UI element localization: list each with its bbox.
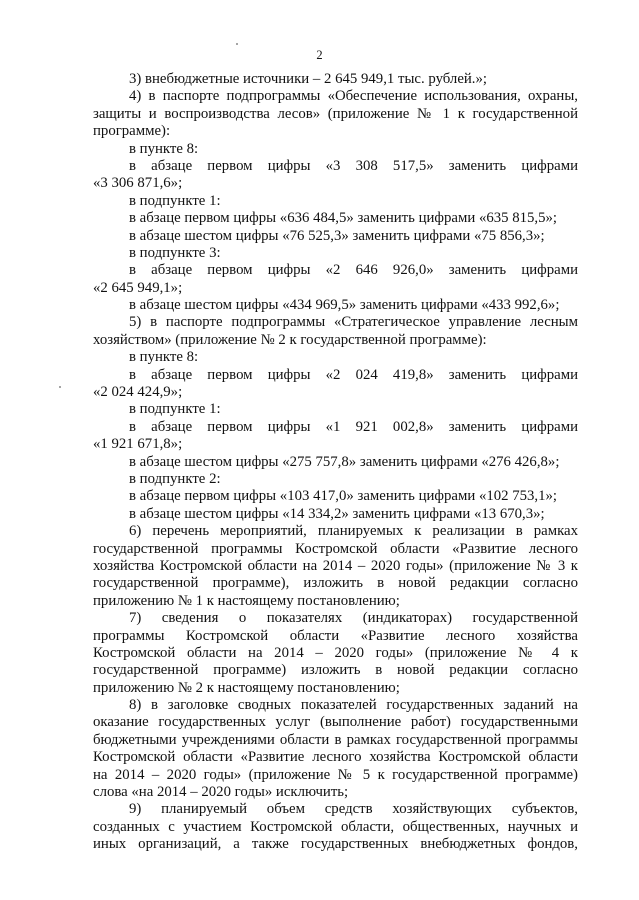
document-line: 4) в паспорте подпрограммы «Обеспечение использования, охраны, [129, 88, 578, 105]
document-line: хозяйством» (приложение № 2 к государственной программе): [93, 331, 487, 348]
document-line: приложению № 2 к настоящему постановлению; [93, 679, 400, 696]
page-number: 2 [316, 48, 323, 62]
document-line: в абзаце шестом цифры «434 969,5» заменить цифрами «433 992,6»; [129, 297, 560, 314]
document-line: «3 306 871,6»; [93, 175, 183, 192]
document-line: «1 921 671,8»; [93, 436, 183, 453]
scan-speck [59, 386, 61, 388]
document-line: государственной программы Костромской области «Развитие лесного [93, 540, 578, 557]
document-line: слова «на 2014 – 2020 годы» исключить; [93, 784, 349, 801]
document-line: в абзаце шестом цифры «275 757,8» заменить цифрами «276 426,8»; [129, 453, 560, 470]
document-line: в подпункте 1: [129, 401, 221, 418]
document-line: в подпункте 3: [129, 244, 221, 261]
document-line: в абзаце первом цифры «1 921 002,8» заменить цифрами [129, 418, 578, 435]
document-line: в подпункте 2: [129, 470, 221, 487]
document-line: в пункте 8: [129, 349, 199, 366]
document-line: на 2014 – 2020 годы» (приложение № 5 к государственной программе) [93, 766, 578, 783]
document-line: «2 645 949,1»; [93, 279, 183, 296]
document-line: «2 024 424,9»; [93, 384, 183, 401]
document-line: Костромской области «Развитие лесного хозяйства Костромской области [93, 749, 578, 766]
document-line: в абзаце шестом цифры «76 525,3» заменить цифрами «75 856,3»; [129, 227, 545, 244]
document-line: бюджетными учреждениями области в рамках государственной программы [93, 731, 578, 748]
document-line: 8) в заголовке сводных показателей государственных заданий на [129, 697, 578, 714]
document-line: в абзаце первом цифры «2 024 419,8» заменить цифрами [129, 366, 578, 383]
document-line: программе): [93, 123, 171, 140]
document-line: 5) в паспорте подпрограммы «Стратегическое управление лесным [129, 314, 578, 331]
document-line: в абзаце первом цифры «103 417,0» заменить цифрами «102 753,1»; [129, 488, 558, 505]
scan-speck [236, 43, 238, 45]
document-line: в абзаце первом цифры «2 646 926,0» заменить цифрами [129, 262, 578, 279]
document-line: хозяйства Костромской области на 2014 – 2020 годы» (приложение № 3 к [93, 557, 578, 574]
document-line: государственной программе), изложить в новой редакции согласно [93, 575, 578, 592]
document-line: в подпункте 1: [129, 192, 221, 209]
document-line: приложению № 1 к настоящему постановлению; [93, 592, 400, 609]
document-line: в абзаце шестом цифры «14 334,2» заменить цифрами «13 670,3»; [129, 505, 545, 522]
document-line: иных организаций, а также государственных внебюджетных фондов, [93, 836, 578, 853]
document-line: 9) планируемый объем средств хозяйствующих субъектов, [129, 801, 578, 818]
document-line: в пункте 8: [129, 140, 199, 157]
document-line: созданных с участием Костромской области, общественных, научных и [93, 818, 578, 835]
document-line: государственной программе) изложить в новой редакции согласно [93, 662, 578, 679]
document-line: защиты и воспроизводства лесов» (приложение № 1 к государственной [93, 105, 578, 122]
document-line: 3) внебюджетные источники – 2 645 949,1 тыс. рублей.»; [129, 71, 488, 87]
document-line: программы Костромской области «Развитие лесного хозяйства [93, 627, 578, 644]
document-line: 6) перечень мероприятий, планируемых к реализации в рамках [129, 523, 578, 540]
document-line: в абзаце первом цифры «3 308 517,5» заменить цифрами [129, 157, 578, 174]
document-body [93, 71, 578, 854]
document-line: оказание государственных услуг (выполнение работ) государственными [93, 714, 578, 731]
document-line: Костромской области на 2014 – 2020 годы» (приложение № 4 к [93, 644, 578, 661]
document-line: 7) сведения о показателях (индикаторах) государственной [129, 610, 578, 627]
document-line: в абзаце первом цифры «636 484,5» заменить цифрами «635 815,5»; [129, 210, 558, 227]
